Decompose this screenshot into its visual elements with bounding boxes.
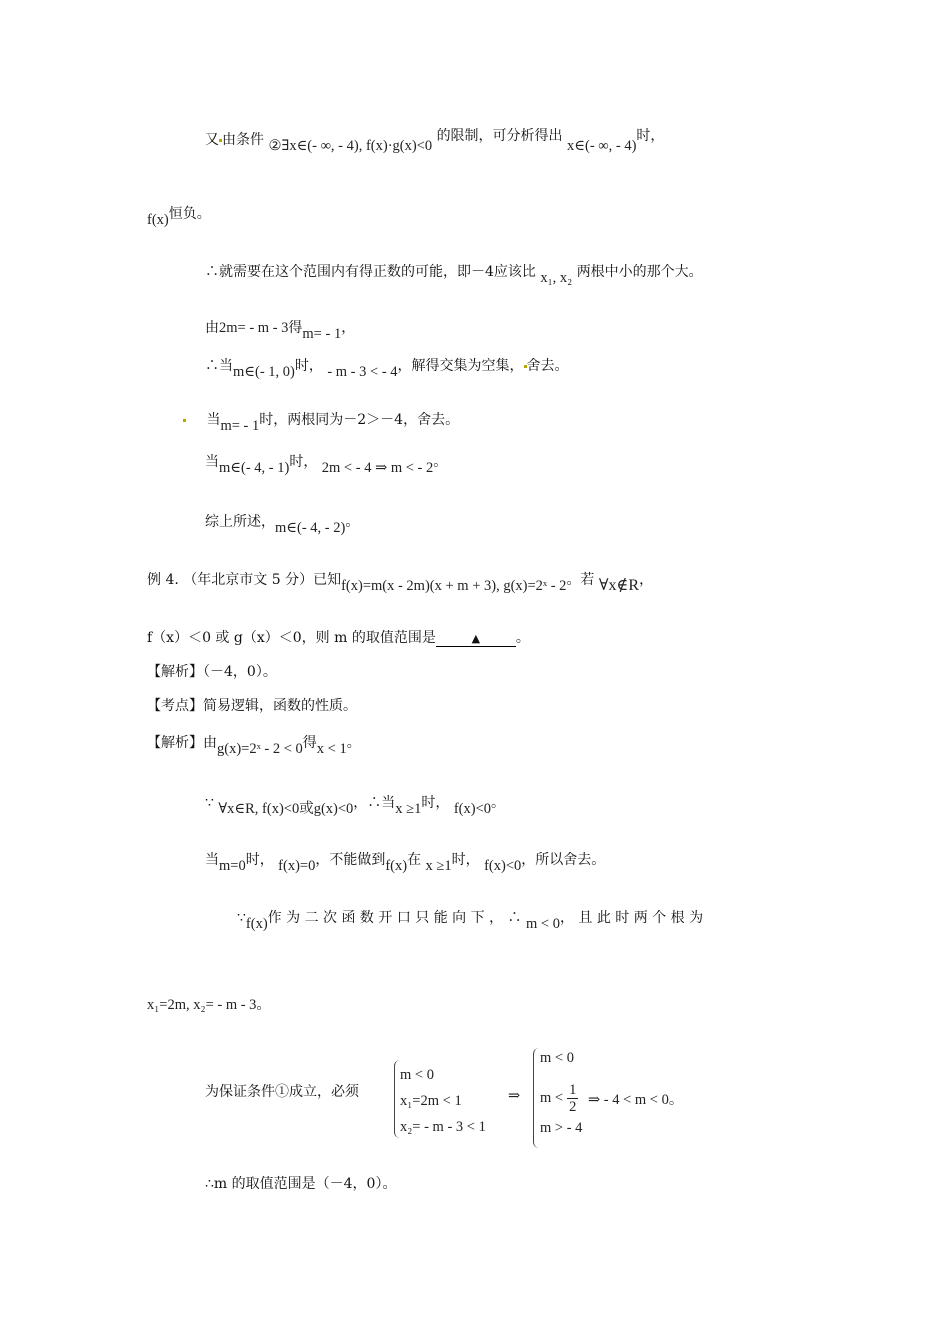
answer-blank: ▲ (436, 632, 516, 647)
text: 恒负。 (168, 206, 211, 222)
text: 时， (421, 795, 450, 811)
text: 由 (205, 320, 219, 336)
math-expression: x₁, x₂ (540, 270, 573, 286)
math-expression: m=0 (219, 858, 246, 874)
text: 时，两根同为－2＞－4，舍去。 (259, 412, 460, 428)
knowledge-point-line (147, 696, 357, 716)
math-expression: x ≥1 (395, 801, 422, 817)
text: 。 (256, 997, 271, 1013)
text: 作 为 二 次 函 数 开 口 只 能 向 下 ， ∴ (267, 910, 522, 926)
math-expression: m∈(- 4, - 1) (219, 460, 290, 476)
step-1-line (205, 793, 505, 817)
example-4-statement (147, 570, 654, 594)
math-expression: f(x)=0 (278, 858, 316, 874)
text: 时， (451, 852, 480, 868)
line-summary (205, 512, 360, 536)
text: 时， (289, 454, 318, 470)
math-expression: g(x)=2ˣ - 2 < 0 (217, 741, 303, 757)
text: ， 且 此 时 两 个 根 为 (559, 910, 704, 926)
math-expression: 2m= - m - 3 (219, 320, 289, 336)
roots-line (147, 995, 270, 1015)
implies-arrow: ⇒ (508, 1088, 521, 1104)
text: 当 (206, 412, 221, 428)
math-expression: x < 1 (316, 741, 347, 757)
text: 得 (288, 320, 303, 336)
math-expression: m < 0 (525, 916, 560, 932)
line-case-1 (205, 356, 569, 380)
math-expression: f(x) (245, 916, 268, 932)
text: ，所以舍去。 (521, 852, 606, 868)
line-case-2 (183, 410, 460, 434)
math-expression: ⇒ - 4 < m < 0 (588, 1092, 669, 1108)
math-expression: m= - 1 (220, 418, 260, 434)
text: 时， (636, 128, 665, 144)
math-expression: - m - 3 < - 4 (327, 364, 398, 380)
system-row: m > - 4 (540, 1120, 583, 1136)
text: 。 (491, 795, 505, 811)
math-expression: f(x)=m(x - 2m)(x + m + 3), g(x)=2ˣ - 2 (341, 578, 567, 594)
text: 【解析】由 (147, 735, 217, 751)
text: m < (540, 1089, 564, 1106)
system-row: m < 0 (540, 1050, 574, 1066)
system-row: x₁=2m < 1 (400, 1093, 462, 1109)
text: ， (341, 320, 356, 336)
math-expression: 2m < - 4 ⇒ m < - 2 (321, 460, 434, 476)
math-expression: f(x)<0 (453, 801, 491, 817)
math-expression: f(x) (385, 858, 408, 874)
text: ∵ (237, 910, 246, 926)
analysis-line (147, 733, 361, 757)
math-expression: ②∃x∈(- ∞, - 4), f(x)·g(x)<0 (268, 138, 433, 154)
text: 当 (205, 852, 219, 868)
text: ，不能做到 (315, 852, 386, 868)
line-equal-roots (205, 318, 356, 342)
text: 在 (407, 852, 422, 868)
line-f-negative (147, 204, 211, 228)
text: 【解析】（－4，0）。 (147, 664, 277, 680)
answer-line (147, 662, 277, 682)
text: 。 (668, 1092, 684, 1108)
math-expression: m∈(- 4, - 2) (275, 520, 346, 536)
line-case-3 (205, 452, 448, 476)
inequality-system-1 (400, 1062, 486, 1140)
text: 两根中小的那个大。 (576, 264, 703, 280)
text: 。 (346, 735, 361, 751)
fraction (567, 1082, 578, 1115)
text: ，∴当 (353, 795, 396, 811)
text: 为保证条件①成立，必须 (205, 1084, 359, 1100)
text: ， (639, 572, 654, 588)
text: 又 (205, 132, 219, 148)
text: 时， (245, 852, 274, 868)
text: 例 4. （年北京市文 5 分）已知 (147, 572, 342, 588)
math-expression: x ≥1 (425, 858, 452, 874)
line-need-positive (205, 262, 703, 286)
text: 得 (302, 735, 317, 751)
text: ∴当 (205, 358, 233, 374)
math-expression: f(x)<0 (484, 858, 522, 874)
text: f（x）＜0 或 g（x）＜0，则 m 的取值范围是 (147, 630, 436, 646)
conclusion-line (205, 1174, 396, 1194)
example-4-question (147, 628, 530, 648)
math-expression: m∈(- 1, 0) (233, 364, 295, 380)
text: 。若 (566, 572, 595, 588)
text: ∴m 的取值范围是（－4，0）。 (205, 1176, 397, 1192)
text: ，解得交集为空集， (397, 358, 524, 374)
math-expression: ∀x∉R (598, 577, 640, 594)
final-range (588, 1088, 683, 1109)
fraction-numerator: 1 (569, 1081, 577, 1098)
fraction-denominator: 2 (569, 1098, 577, 1115)
system-row: m < 0 (400, 1067, 434, 1083)
math-expression: f(x) (147, 212, 169, 228)
math-expression: x∈(- ∞, - 4) (567, 138, 637, 154)
text: ∵ (205, 795, 214, 811)
text: 【考点】简易逻辑，函数的性质。 (147, 698, 357, 714)
condition-text (205, 1082, 359, 1102)
math-expression: x₁=2m, x₂= - m - 3 (147, 997, 257, 1013)
text: 。 (515, 630, 530, 646)
step-2-line (205, 850, 606, 874)
text: 综上所述， (205, 514, 275, 530)
line-condition (205, 128, 665, 154)
text: 由条件 (222, 132, 264, 148)
step-3-line (237, 908, 704, 932)
math-expression: m= - 1 (302, 326, 342, 342)
math-expression: ∀x∈R, f(x)<0或g(x)<0 (218, 801, 354, 817)
text: 的限制，可分析得出 (436, 128, 563, 144)
system-row: x₂= - m - 3 < 1 (400, 1119, 486, 1135)
text: 时， (294, 358, 323, 374)
text: 当 (205, 454, 219, 470)
marker-dot (183, 419, 186, 422)
text: ∴就需要在这个范围内有得正数的可能，即－4应该比 (205, 264, 536, 280)
text: 舍去。 (526, 358, 569, 374)
text: 。 (433, 454, 448, 470)
text: 。 (345, 514, 360, 530)
